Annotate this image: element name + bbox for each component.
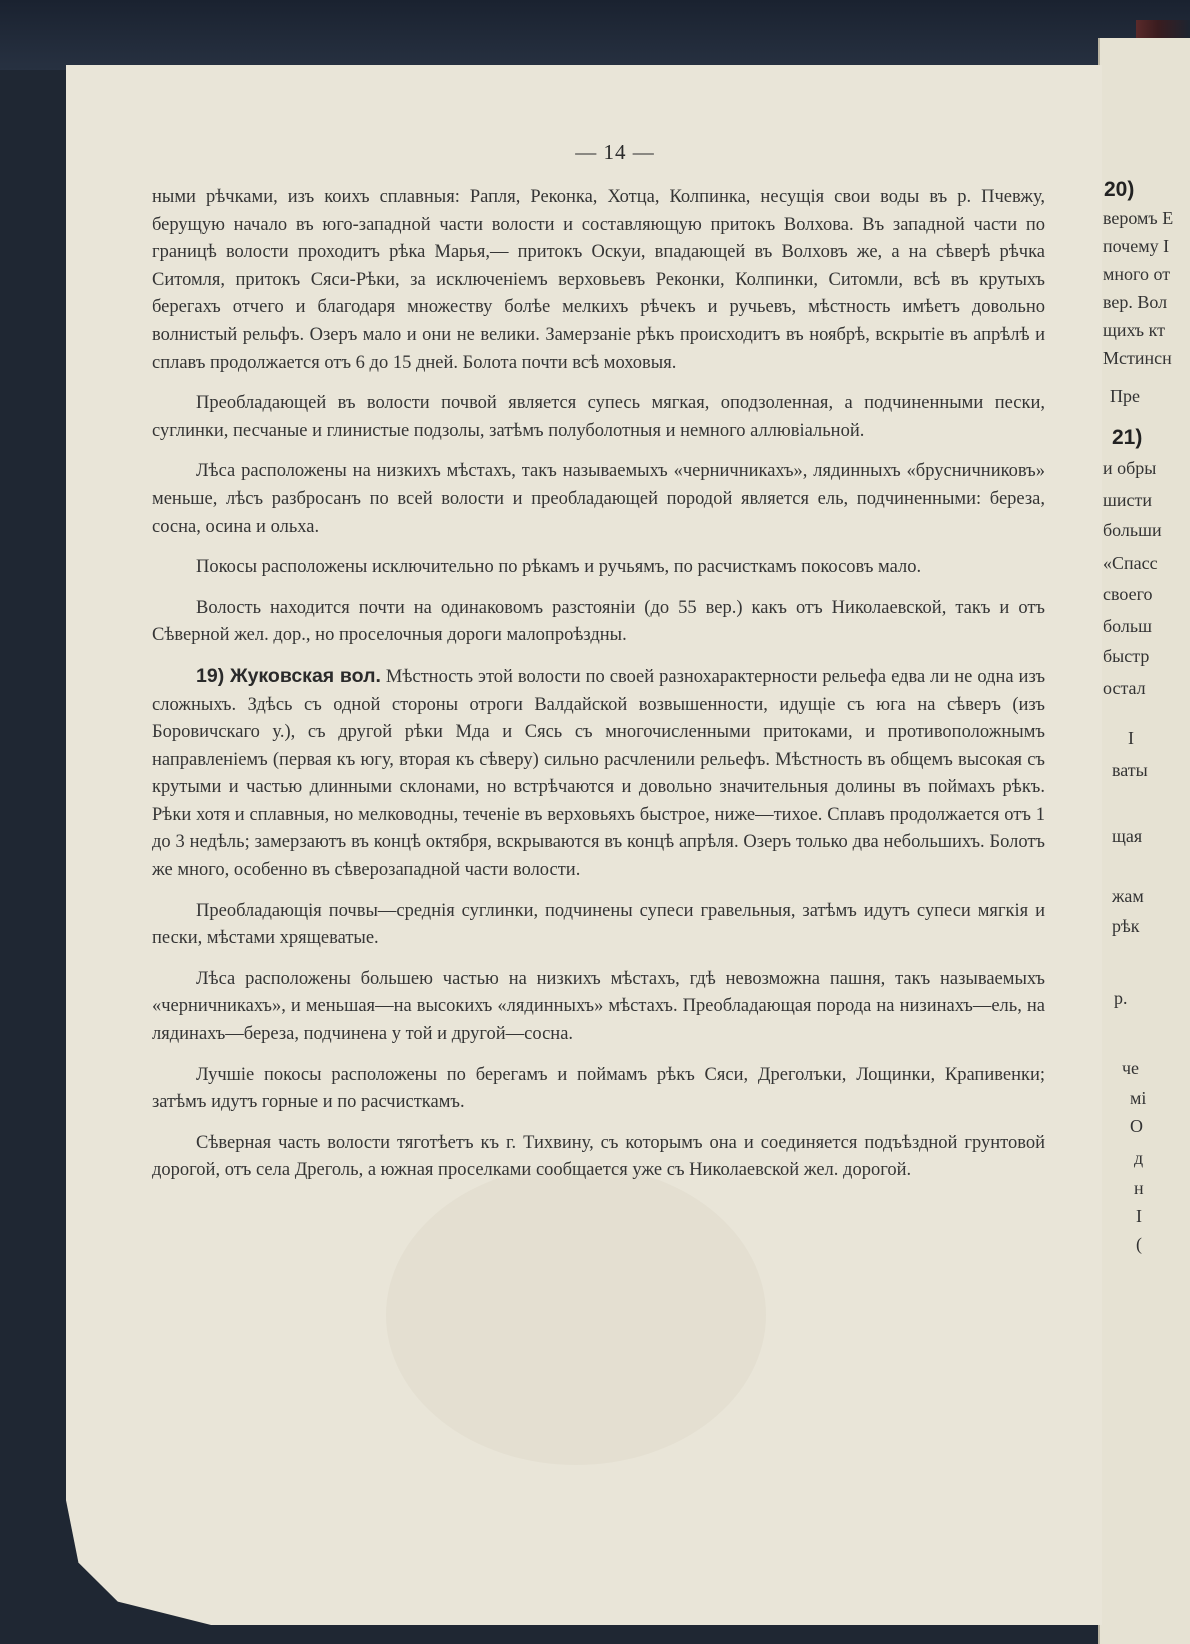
facing-fragment: че	[1122, 1058, 1140, 1078]
facing-fragment: н	[1134, 1178, 1144, 1198]
facing-fragment: много от	[1103, 264, 1171, 284]
paragraph: Преобладающей въ волости почвой является супесь мягкая, оподзоленная, а подчиненными пески, суглинки, песчаные и глинистые подзолы, затѣмъ полуболотныя и немного аллювіальной.	[152, 393, 1045, 441]
facing-section-number: 20)	[1104, 178, 1135, 201]
facing-fragment: жам	[1112, 886, 1144, 906]
facing-fragment: «Спасс	[1103, 553, 1158, 573]
facing-fragment: веромъ Е	[1103, 208, 1174, 228]
paragraph: Преобладающія почвы—среднія суглинки, подчинены супеси гравельныя, затѣмъ идутъ супеси мягкія и пески, мѣстами хрящеватые.	[152, 900, 1045, 949]
facing-fragment: р.	[1114, 988, 1128, 1008]
paragraph: Лѣса расположены на низкихъ мѣстахъ, такъ называемыхъ «черничникахъ», лядинныхъ «брусничниковъ» меньше, лѣсъ разбросанъ по всей волости и преобладающей породой является ель, подчиненными: береза, сосна, осина и ольха.	[152, 461, 1045, 537]
facing-fragment: мі	[1130, 1088, 1147, 1108]
section-text: Мѣстность этой волости по своей разнохарактерности рельефа едва ли не одна изъ сложныхъ. Здѣсь съ одной стороны отроги Валдайской возвышенности, идущіе съ юга на сѣверъ (изъ Боровичскаго у.), съ другой рѣки Мда и Сясь съ многочисленными притоками, и противоположнымъ направленіемъ (первая къ югу, вторая къ сѣверу) сильно расчленили рельефъ. Мѣстность въ общемъ высокая съ крутыми и частью длинными склонами, но встрѣчаются и довольно значительныя долины въ поймахъ рѣкъ. Рѣки хотя и сплавныя, но мелководны, теченіе въ верховьяхъ быстрое, ниже—тихое. Сплавъ продолжается отъ 1 до 3 недѣль; замерзаютъ въ концѣ октября, вскрываются въ концѣ апрѣля. Озеръ только два небольшихъ. Болотъ же много, особенно въ сѣверозападной части волости.	[152, 666, 1046, 881]
facing-fragment: щая	[1112, 826, 1143, 846]
paragraph: Сѣверная часть волости тяготѣетъ къ г. Тихвину, съ которымъ она и соединяется подъѣздной грунтовой дорогой, отъ села Дреголь, а южная проселками сообщается уже съ Николаевской жел. дорогой.	[152, 1132, 1045, 1181]
facing-fragment: быстр	[1103, 646, 1150, 666]
facing-fragment: почему I	[1103, 236, 1170, 256]
facing-fragment: I	[1136, 1206, 1142, 1226]
facing-fragment: д	[1134, 1148, 1144, 1168]
paper-stain	[386, 1165, 766, 1465]
body-text	[152, 184, 1045, 1198]
facing-fragment: и обры	[1103, 458, 1157, 478]
desk-background	[0, 0, 1190, 70]
facing-fragment: щихъ кт	[1103, 320, 1165, 340]
facing-fragment: своего	[1103, 584, 1153, 604]
section-heading: 19) Жуковская вол.	[196, 664, 381, 687]
facing-fragment: О	[1130, 1116, 1143, 1136]
paragraph: ными рѣчками, изъ коихъ сплавныя: Рапля, Реконка, Хотца, Колпинка, несущія свои воды въ р. Пчевжу, берущую начало въ юго-западной части волости и составляющую притокъ Волхова. Въ западной части по границѣ волости проходитъ рѣка Марья,— притокъ Оскуи, впадающей въ Волховъ же, а на сѣверѣ рѣчка Ситомля, притокъ Сяси-Рѣки, за исключеніемъ верховьевъ Реконки, Колпинки, Ситомли, всѣ въ крутыхъ берегахъ отчего и благодаря множеству болѣе мелкихъ рѣчекъ и ручьевъ, мѣстность имѣетъ довольно волнистый рельфъ. Озеръ мало и они не велики. Замерзаніе рѣкъ происходитъ въ ноябрѣ, вскрытіе въ апрѣлѣ и сплавъ продолжается отъ 6 до 15 дней. Болота почти всѣ моховыя.	[152, 187, 1045, 373]
facing-fragment: остал	[1103, 678, 1146, 698]
facing-page	[1098, 38, 1190, 1644]
facing-section-number: 21)	[1112, 426, 1143, 449]
facing-fragment: ваты	[1112, 760, 1148, 780]
facing-fragment: (	[1136, 1234, 1142, 1254]
facing-fragment: шисти	[1103, 490, 1152, 510]
facing-fragment: больш	[1103, 616, 1152, 636]
paragraph: Лучшіе покосы расположены по берегамъ и поймамъ рѣкъ Сяси, Дреголъки, Лощинки, Крапивенки; затѣмъ идутъ горные и по расчисткамъ.	[152, 1064, 1045, 1113]
paragraph: Волость находится почти на одинаковомъ разстояніи (до 55 вер.) какъ отъ Николаевской, такъ и отъ Сѣверной жел. дор., но проселочныя дороги малопроѣздны.	[152, 597, 1045, 646]
facing-fragment: Мстинсн	[1103, 348, 1172, 368]
facing-fragment: рѣк	[1112, 916, 1140, 936]
facing-fragment: больши	[1103, 520, 1162, 540]
facing-fragment: I	[1128, 728, 1134, 748]
facing-fragment: Пре	[1110, 386, 1140, 406]
page-number: — 14 —	[575, 140, 655, 164]
facing-fragment: вер. Вол	[1103, 292, 1168, 312]
paragraph: Лѣса расположены большею частью на низкихъ мѣстахъ, гдѣ невозможна пашня, такъ называемыхъ «черничникахъ», и меньшая—на высокихъ «лядинныхъ» мѣстахъ. Преобладающая порода на низинахъ—ель, на лядинахъ—береза, подчинена у той и другой—сосна.	[152, 968, 1045, 1045]
section-19-paragraph	[152, 663, 1045, 885]
paragraph: Покосы расположены исключительно по рѣкамъ и ручьямъ, по расчисткамъ покосовъ мало.	[196, 557, 922, 578]
